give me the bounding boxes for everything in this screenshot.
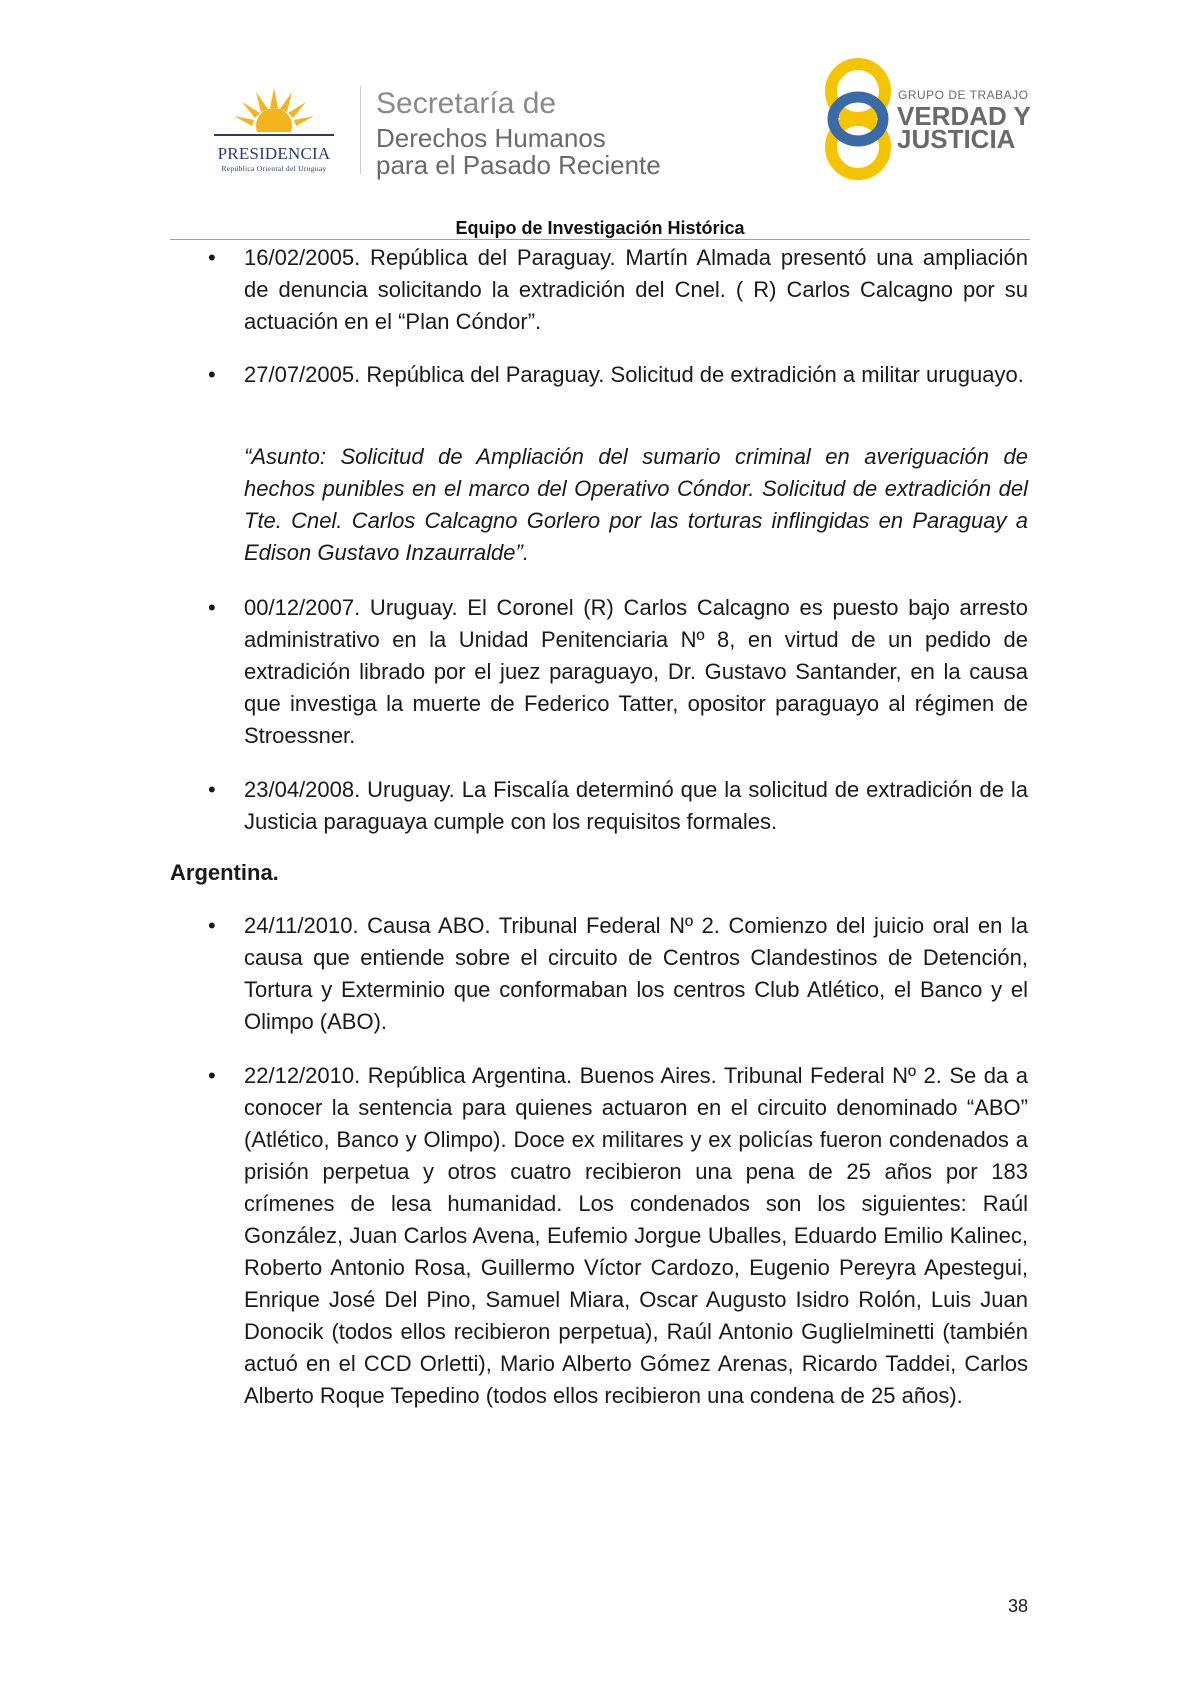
secretaria-line-2: Derechos Humanos bbox=[376, 123, 606, 153]
quoted-subject: “Asunto: Solicitud de Ampliación del sumario criminal en averiguación de hechos punibles en el marco del Operativo Cóndor. Solicitud de extradición del Tte. Cnel. Carlos Calcagno Gorlero por las torturas inflingidas en Paraguay a Edison Gustavo Inzaurralde”. bbox=[244, 444, 1028, 565]
bullet-icon: • bbox=[208, 1063, 216, 1088]
page-number: 38 bbox=[1007, 1596, 1028, 1616]
bullet-icon: • bbox=[208, 777, 216, 802]
verdad-y-label: VERDAD Y bbox=[897, 101, 1031, 131]
header-divider bbox=[360, 86, 361, 174]
justicia-label: JUSTICIA bbox=[897, 124, 1016, 154]
secretaria-line-3: para el Pasado Reciente bbox=[376, 150, 661, 180]
presidencia-subtitle: República Oriental del Uruguay bbox=[221, 164, 327, 173]
bullet-icon: • bbox=[208, 245, 216, 270]
list-item: 22/12/2010. República Argentina. Buenos Aires. Tribunal Federal Nº 2. Se da a conocer la sentencia para quienes actuaron en el circuito denominado “ABO” (Atlético, Banco y Olimpo). Doce ex militares y ex policías fueron condenados a prisión perpetua y otros cuatro recibieron una pena de 25 años por 183 crímenes de lesa humanidad. Los condenados son los siguientes: Raúl González, Juan Carlos Avena, Eufemio Jorgue Uballes, Eduardo Emilio Kalinec, Roberto Antonio Rosa, Guillermo Víctor Cardozo, Eugenio Pereyra Apestegui, Enrique José Del Pino, Samuel Miara, Oscar Augusto Isidro Rolón, Luis Juan Donocik (todos ellos recibieron perpetua), Raúl Antonio Guglielminetti (también actuó en el CCD Orletti), Mario Alberto Gómez Arenas, Ricardo Taddei, Carlos Alberto Roque Tepedino (todos ellos recibieron una condena de 25 años). bbox=[244, 1063, 1028, 1408]
presidencia-label: PRESIDENCIA bbox=[217, 144, 331, 163]
list-item: 23/04/2008. Uruguay. La Fiscalía determinó que la solicitud de extradición de la Justicia paraguaya cumple con los requisitos formales. bbox=[244, 777, 1028, 834]
sun-emblem-icon bbox=[198, 82, 350, 144]
verdad-justicia-rings-icon bbox=[822, 57, 894, 181]
presidencia-logo bbox=[198, 82, 350, 177]
header-rule bbox=[170, 239, 1030, 240]
secretaria-title: Secretaría de bbox=[376, 87, 557, 120]
list-item: 24/11/2010. Causa ABO. Tribunal Federal Nº 2. Comienzo del juicio oral en la causa que entiende sobre el circuito de Centros Clandestinos de Detención, Tortura y Exterminio que conformaban los centros Club Atlético, el Banco y el Olimpo (ABO). bbox=[244, 913, 1028, 1034]
bullet-icon: • bbox=[208, 913, 216, 938]
list-item: 27/07/2005. República del Paraguay. Solicitud de extradición a militar uruguayo. bbox=[244, 362, 1024, 387]
list-item: 16/02/2005. República del Paraguay. Martín Almada presentó una ampliación de denuncia solicitando la extradición del Cnel. ( R) Carlos Calcagno por su actuación en el “Plan Cóndor”. bbox=[244, 245, 1028, 334]
page-header bbox=[0, 0, 1190, 238]
team-title: Equipo de Investigación Histórica bbox=[455, 218, 745, 238]
bullet-icon: • bbox=[208, 362, 216, 387]
list-item: 00/12/2007. Uruguay. El Coronel (R) Carlos Calcagno es puesto bajo arresto administrativo en la Unidad Penitenciaria Nº 8, en virtud de un pedido de extradición librado por el juez paraguayo, Dr. Gustavo Santander, en la causa que investiga la muerte de Federico Tatter, opositor paraguayo al régimen de Stroessner. bbox=[244, 595, 1028, 748]
section-heading: Argentina. bbox=[170, 860, 279, 885]
bullet-icon: • bbox=[208, 595, 216, 620]
grupo-trabajo-label: GRUPO DE TRABAJO bbox=[898, 88, 1029, 102]
